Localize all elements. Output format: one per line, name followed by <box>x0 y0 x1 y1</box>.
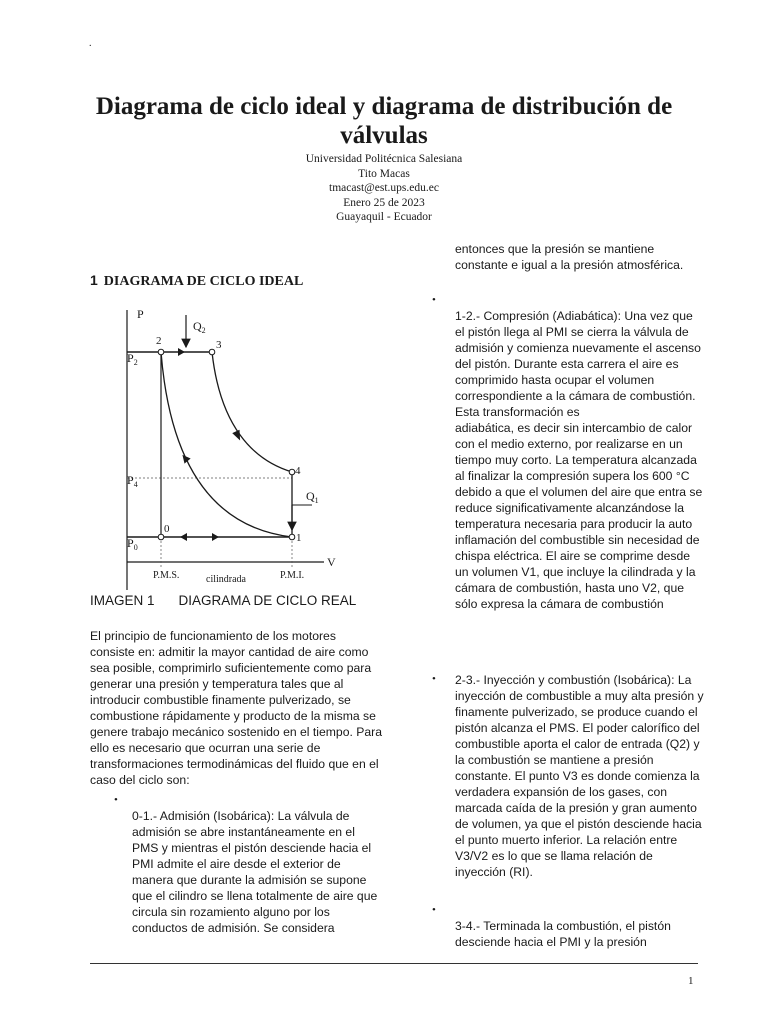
point-label-3: 3 <box>216 339 222 351</box>
document-title: Diagrama de ciclo ideal y diagrama de distribución de válvulas <box>95 93 673 149</box>
header-mark: . <box>89 38 92 49</box>
list-item-inyeccion-text-a: 2-3.- Inyección y combustión (Isobárica): La inyección de combustible a muy alta presión y finamente pulverizado, se produce cuando el pistón alcanza el PMS. El poder calorífico del combustible aporta el calor de entrada (Q2) y la combustión se mantiene a presión <box>455 673 704 767</box>
bullet-2-3: • <box>432 673 436 685</box>
q2-subscript: 2 <box>201 326 206 335</box>
p4-label <box>127 473 138 489</box>
p2-label <box>127 351 138 367</box>
q2-letter: Q <box>193 319 202 333</box>
cilindrada-label: cilindrada <box>206 574 246 585</box>
pmi-label: P.M.I. <box>280 570 305 581</box>
list-item-admision-continued <box>455 241 705 273</box>
v-axis-label: V <box>327 555 336 569</box>
q1-subscript: 1 <box>314 496 319 505</box>
arrow-0-1-left <box>180 533 187 541</box>
q1-letter: Q <box>306 489 315 503</box>
list-item-compresion-text-b: adiabática, es decir sin intercambio de calor con el medio externo, por realizarse en un tiempo muy corto. La temperatura alcanzada al finalizar la compresión supera los 600 °C debido a que el volumen del aire que entra se reduce significativamente alcanzándose la temperatura necesaria para producir la auto inflamación del combustible sin necesidad de chispa eléctrica. El aire se comprime desde un volumen V1, que incluye la cilindrada y la cámara de combustión, hasta uno V2, que sólo expresa la cámara de combustión <box>455 421 703 611</box>
pv-cycle-diagram <box>112 300 352 590</box>
section-number: 1 <box>90 272 98 288</box>
intro-paragraph <box>90 628 382 788</box>
author-email: tmacast@est.ups.edu.ec <box>329 182 439 194</box>
page-number: 1 <box>688 975 694 987</box>
bullet-0-1: • <box>114 794 118 806</box>
p-axis-label: P <box>137 307 144 321</box>
point-1 <box>289 534 295 540</box>
p4-letter: P <box>127 473 134 487</box>
p4-subscript: 4 <box>133 480 138 489</box>
list-item-expansion-text: 3-4.- Terminada la combustión, el pistón desciende hacia el PMI y la presión <box>455 919 671 949</box>
arrow-1-2 <box>179 452 190 463</box>
section-title: DIAGRAMA DE CICLO IDEAL <box>103 274 304 289</box>
point-label-4: 4 <box>295 465 301 477</box>
p2-letter: P <box>127 351 134 365</box>
p2-subscript: 2 <box>133 358 138 367</box>
p0-label <box>127 536 138 552</box>
arrow-3-4 <box>232 430 243 442</box>
point-4 <box>289 469 295 475</box>
document-location: Guayaquil - Ecuador <box>336 211 432 223</box>
point-0 <box>158 534 164 540</box>
list-item-compresion-text-a: 1-2.- Compresión (Adiabática): Una vez que el pistón llega al PMI se cierra la válvula de admisión y comienza nuevamente el ascenso del pistón. Durante esta carrera el aire es comprimido hasta ocupar el volumen correspondiente a la cámara de combustión. Esta transformación es <box>455 309 701 419</box>
caption-title: DIAGRAMA DE CICLO REAL <box>178 593 357 608</box>
author-name: Tito Macas <box>358 167 410 180</box>
bullet-1-2: • <box>432 294 436 306</box>
author-block <box>90 152 678 225</box>
list-item-expansion <box>455 918 705 950</box>
bullet-3-4: • <box>432 904 436 916</box>
point-3 <box>209 349 215 355</box>
list-item-admision <box>132 808 378 936</box>
pms-label: P.M.S. <box>153 570 180 581</box>
arrow-0-1-right <box>212 533 219 541</box>
institution: Universidad Politécnica Salesiana <box>305 153 463 165</box>
list-item-admision-text: 0-1.- Admisión (Isobárica): La válvula de admisión se abre instantáneamente en el PMS y mientras el pistón desciende hacia el PMI admite el aire desde el exterior de manera que durante la admisión se supone que el cilindro se llena totalmente de aire que circula sin rozamiento alguno por los conductos de admisión. Se considera <box>132 809 378 935</box>
list-item-inyeccion-text-b: constante. El punto V3 es donde comienza la verdadera expansión de los gases, con marcada caída de la presión y gran aumento de volumen, ya que el pistón desciende hacia el punto muerto inferior. La relación entre V3/V2 es lo que se llama relación de inyección (RI). <box>455 769 702 879</box>
figure-caption <box>90 593 356 608</box>
point-label-1: 1 <box>296 532 302 544</box>
point-label-2: 2 <box>156 335 162 347</box>
list-item-compresion <box>455 308 705 612</box>
curve-3-4 <box>212 352 292 472</box>
list-item-admision-cont-text: entonces que la presión se mantiene constante e igual a la presión atmosférica. <box>455 242 684 272</box>
footer-rule <box>90 963 698 964</box>
section-heading <box>90 272 303 290</box>
caption-label: IMAGEN 1 <box>90 593 155 608</box>
intro-paragraph-text: El principio de funcionamiento de los motores consiste en: admitir la mayor cantidad de aire como sea posible, comprimirlo suficientemente como para generar una presión y temperatura tales que al introducir combustible finamente pulverizado, se combustione rápidamente y producto de la misma se genere trabajo mecánico sostenido en el tiempo. Para ello es necesario que ocurran una serie de transformaciones termodinámicas del fluido que en el caso del ciclo son: <box>90 629 383 787</box>
point-2 <box>158 349 164 355</box>
document-date: Enero 25 de 2023 <box>343 196 425 209</box>
p0-subscript: 0 <box>133 543 138 552</box>
q2-label <box>193 319 206 335</box>
q1-label <box>306 489 319 505</box>
arrow-2-3 <box>178 348 185 356</box>
list-item-inyeccion <box>455 672 705 880</box>
point-label-0: 0 <box>164 523 170 535</box>
curve-1-2 <box>161 352 292 537</box>
p0-letter: P <box>127 536 134 550</box>
